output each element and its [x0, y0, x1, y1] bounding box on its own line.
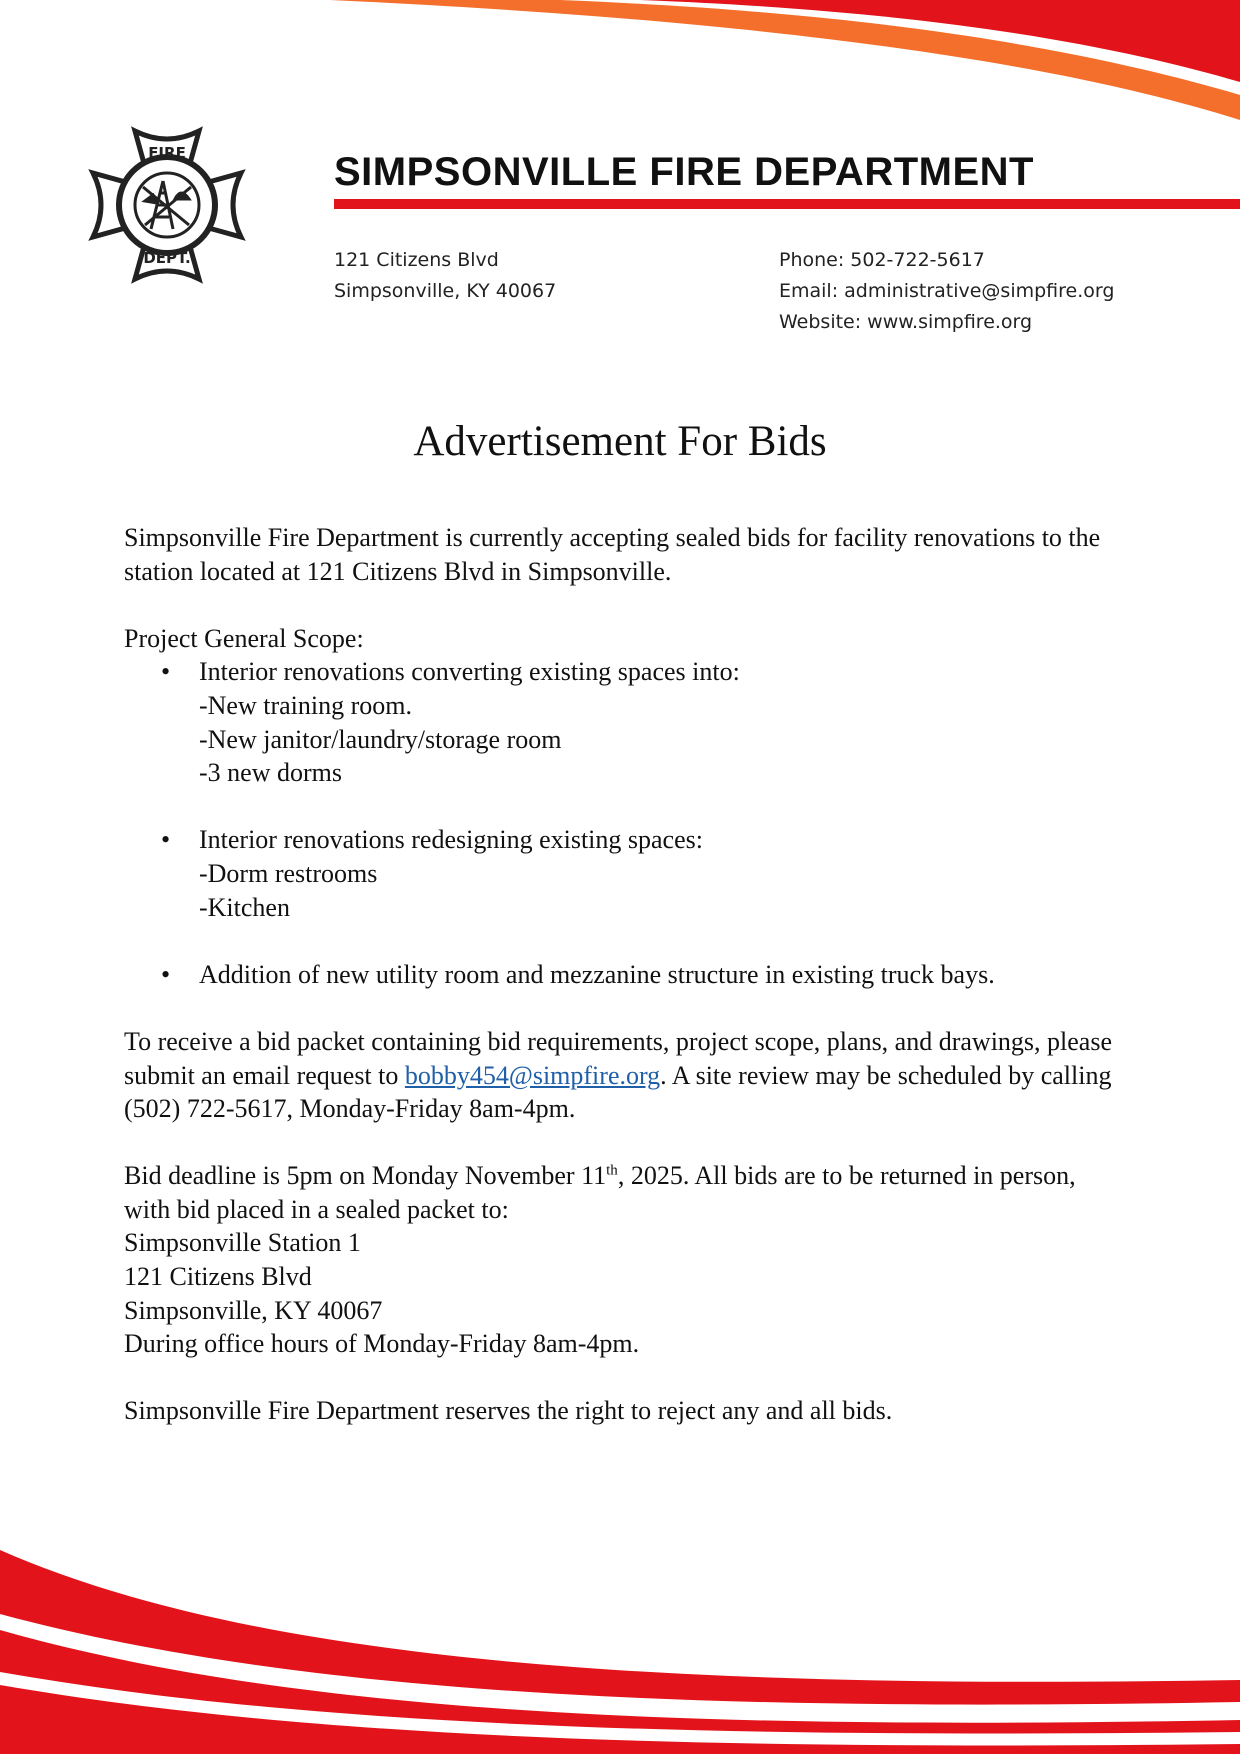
bid-packet-text: To receive a bid packet containing bid requirements, project scope, plans, and drawings, please submit an email request to: [124, 1026, 1112, 1090]
scope-heading: Project General Scope:: [124, 623, 364, 653]
fire-department-maltese-cross-icon: [86, 124, 248, 286]
scope-list: [124, 655, 1124, 991]
scope-item: [124, 823, 1124, 924]
scope-item: [124, 958, 1124, 992]
bid-packet-paragraph: [124, 1025, 1124, 1126]
ordinal-suffix: th: [606, 1162, 618, 1179]
scope-item-title: Interior renovations converting existing spaces into:: [199, 657, 740, 687]
document-title: Advertisement For Bids: [413, 418, 827, 465]
address-block: [334, 245, 556, 307]
scope-item: [124, 655, 1124, 789]
closing-statement: Simpsonville Fire Department reserves the right to reject any and all bids.: [124, 1396, 893, 1426]
scope-subitem: -3 new dorms: [199, 758, 342, 788]
bullet-icon: •: [161, 825, 171, 855]
logo-top-text: FIRE: [148, 144, 186, 162]
website-line: Website: www.simpfire.org: [779, 311, 1033, 333]
deadline-paragraph: [124, 1159, 1124, 1226]
scope-item-title: Addition of new utility room and mezzanine structure in existing truck bays.: [199, 959, 995, 989]
top-decorative-swoosh: [0, 0, 1240, 130]
return-address-line: Simpsonville Station 1: [124, 1228, 361, 1258]
deadline-text: Bid deadline is 5pm on Monday November 11: [124, 1161, 607, 1191]
office-hours-line: During office hours of Monday-Friday 8am-4pm.: [124, 1329, 640, 1359]
bullet-icon: •: [161, 657, 171, 687]
logo-bottom-text: DEPT.: [143, 249, 191, 267]
bottom-decorative-swoosh: [0, 1530, 1240, 1754]
scope-subitem: -New training room.: [199, 690, 413, 720]
phone-line: Phone: 502-722-5617: [779, 249, 985, 271]
address-line-2: Simpsonville, KY 40067: [334, 280, 557, 302]
return-address-line: Simpsonville, KY 40067: [124, 1295, 383, 1325]
scope-subitem: -Kitchen: [199, 892, 290, 922]
org-name: SIMPSONVILLE FIRE DEPARTMENT: [334, 150, 1034, 194]
deadline-text-rest: , 2025. All bids are to be returned in person, with bid placed in a sealed packet to:: [124, 1161, 1076, 1224]
contact-block: [779, 245, 1114, 338]
email-line: Email: administrative@simpfire.org: [779, 280, 1115, 302]
intro-paragraph: Simpsonville Fire Department is currently accepting sealed bids for facility renovations to the station located at 121 Citizens Blvd in Simpsonville.: [124, 523, 1101, 586]
document-body: [124, 521, 1124, 1428]
bid-packet-email-link[interactable]: bobby454@simpfire.org: [404, 1060, 661, 1090]
bullet-icon: •: [161, 959, 171, 989]
title-underline: [334, 199, 1240, 209]
site-review-text: . A site review may be scheduled by calling (502) 722-5617, Monday-Friday 8am-4pm.: [124, 1060, 1112, 1124]
scope-subitem: -New janitor/laundry/storage room: [199, 724, 562, 754]
address-line-1: 121 Citizens Blvd: [334, 249, 499, 271]
scope-item-title: Interior renovations redesigning existing spaces:: [199, 825, 703, 855]
return-address-line: 121 Citizens Blvd: [124, 1262, 312, 1292]
scope-subitem: -Dorm restrooms: [199, 858, 378, 888]
